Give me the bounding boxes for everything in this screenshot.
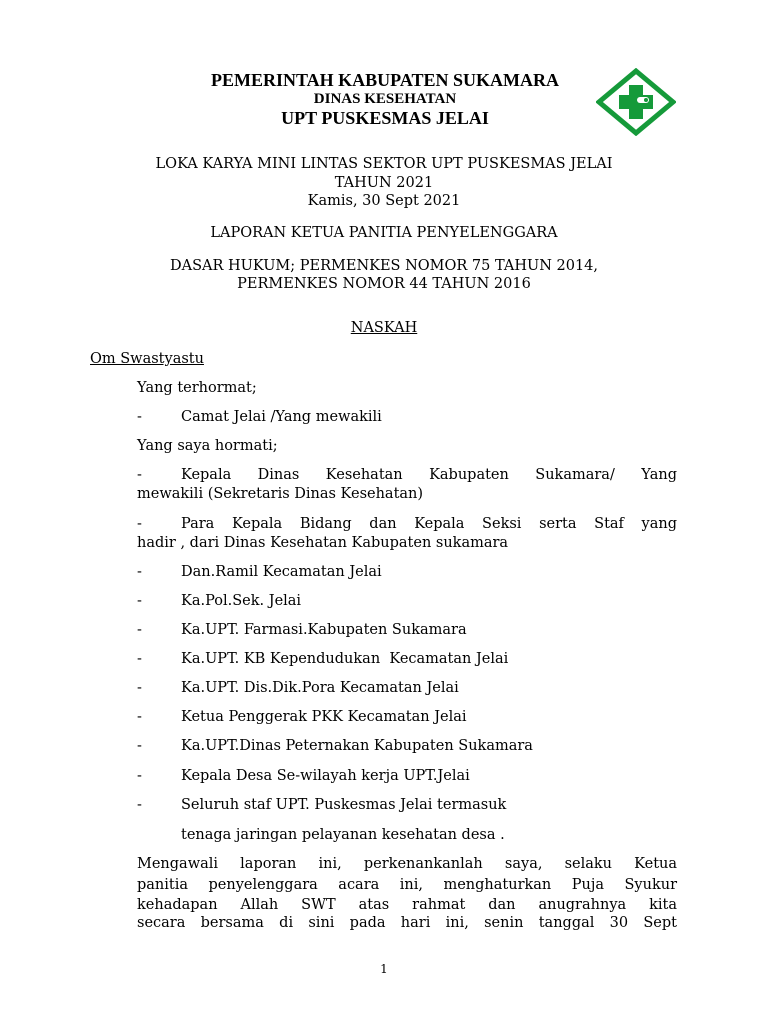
honored-label: Yang saya hormati; [137,438,278,454]
list-dash: - [137,593,142,609]
list-dash: - [137,768,142,784]
list-dash: - [137,516,142,532]
list-item-kabid-line-1: Para Kepala Bidang dan Kepala Seksi serta Staf yang [181,516,677,532]
event-year: TAHUN 2021 [334,175,434,191]
legal-basis-line-2: PERMENKES NOMOR 44 TAHUN 2016 [237,276,531,292]
list-item: Kepala Desa Se-wilayah kerja UPT.Jelai [181,768,470,784]
respected-label: Yang terhormat; [137,380,257,396]
paragraph-line: kehadapan Allah SWT atas rahmat dan anugrahnya kita [137,897,677,913]
list-dash: - [137,622,142,638]
list-item: Ketua Penggerak PKK Kecamatan Jelai [181,709,467,725]
health-cross-logo-icon [596,68,676,136]
list-item: Ka.UPT. Dis.Dik.Pora Kecamatan Jelai [181,680,459,696]
list-item-kadis-line-2: mewakili (Sekretaris Dinas Kesehatan) [137,486,424,502]
list-item: Ka.UPT. KB Kependudukan Kecamatan Jelai [181,651,509,667]
list-item: Seluruh staf UPT. Puskesmas Jelai termasuk [181,797,507,813]
list-dash: - [137,409,142,425]
event-title: LOKA KARYA MINI LINTAS SEKTOR UPT PUSKESMAS JELAI [155,156,613,172]
list-dash: - [137,564,142,580]
list-item: Ka.UPT. Farmasi.Kabupaten Sukamara [181,622,467,638]
list-dash: - [137,467,142,483]
page-number: 1 [380,962,388,976]
paragraph-line: Mengawali laporan ini, perkenankanlah saya, selaku Ketua [137,856,677,872]
list-dash: - [137,738,142,754]
list-dash: - [137,651,142,667]
list-dash: - [137,680,142,696]
list-item-continuation: tenaga jaringan pelayanan kesehatan desa . [181,827,505,843]
report-title: LAPORAN KETUA PANITIA PENYELENGGARA [210,225,558,241]
header-institution: UPT PUSKESMAS JELAI [281,108,489,128]
list-item-camat: Camat Jelai /Yang mewakili [181,409,382,425]
greeting: Om Swastyastu [90,351,204,367]
naskah-heading: NASKAH [350,320,418,336]
paragraph-line: panitia penyelenggara acara ini, menghaturkan Puja Syukur [137,877,677,893]
list-item-kadis-line-1: Kepala Dinas Kesehatan Kabupaten Sukamara/ Yang [181,467,677,483]
list-item: Ka.Pol.Sek. Jelai [181,593,302,609]
list-dash: - [137,709,142,725]
legal-basis-line-1: DASAR HUKUM; PERMENKES NOMOR 75 TAHUN 2014, [169,258,599,274]
event-date: Kamis, 30 Sept 2021 [307,193,461,209]
header-department: DINAS KESEHATAN [313,91,457,107]
paragraph-line: secara bersama di sini pada hari ini, senin tanggal 30 Sept [137,915,677,931]
list-item-kabid-line-2: hadir , dari Dinas Kesehatan Kabupaten sukamara [137,535,509,551]
list-dash: - [137,797,142,813]
header-government: PEMERINTAH KABUPATEN SUKAMARA [210,70,559,90]
list-item: Ka.UPT.Dinas Peternakan Kabupaten Sukamara [181,738,533,754]
list-item: Dan.Ramil Kecamatan Jelai [181,564,382,580]
